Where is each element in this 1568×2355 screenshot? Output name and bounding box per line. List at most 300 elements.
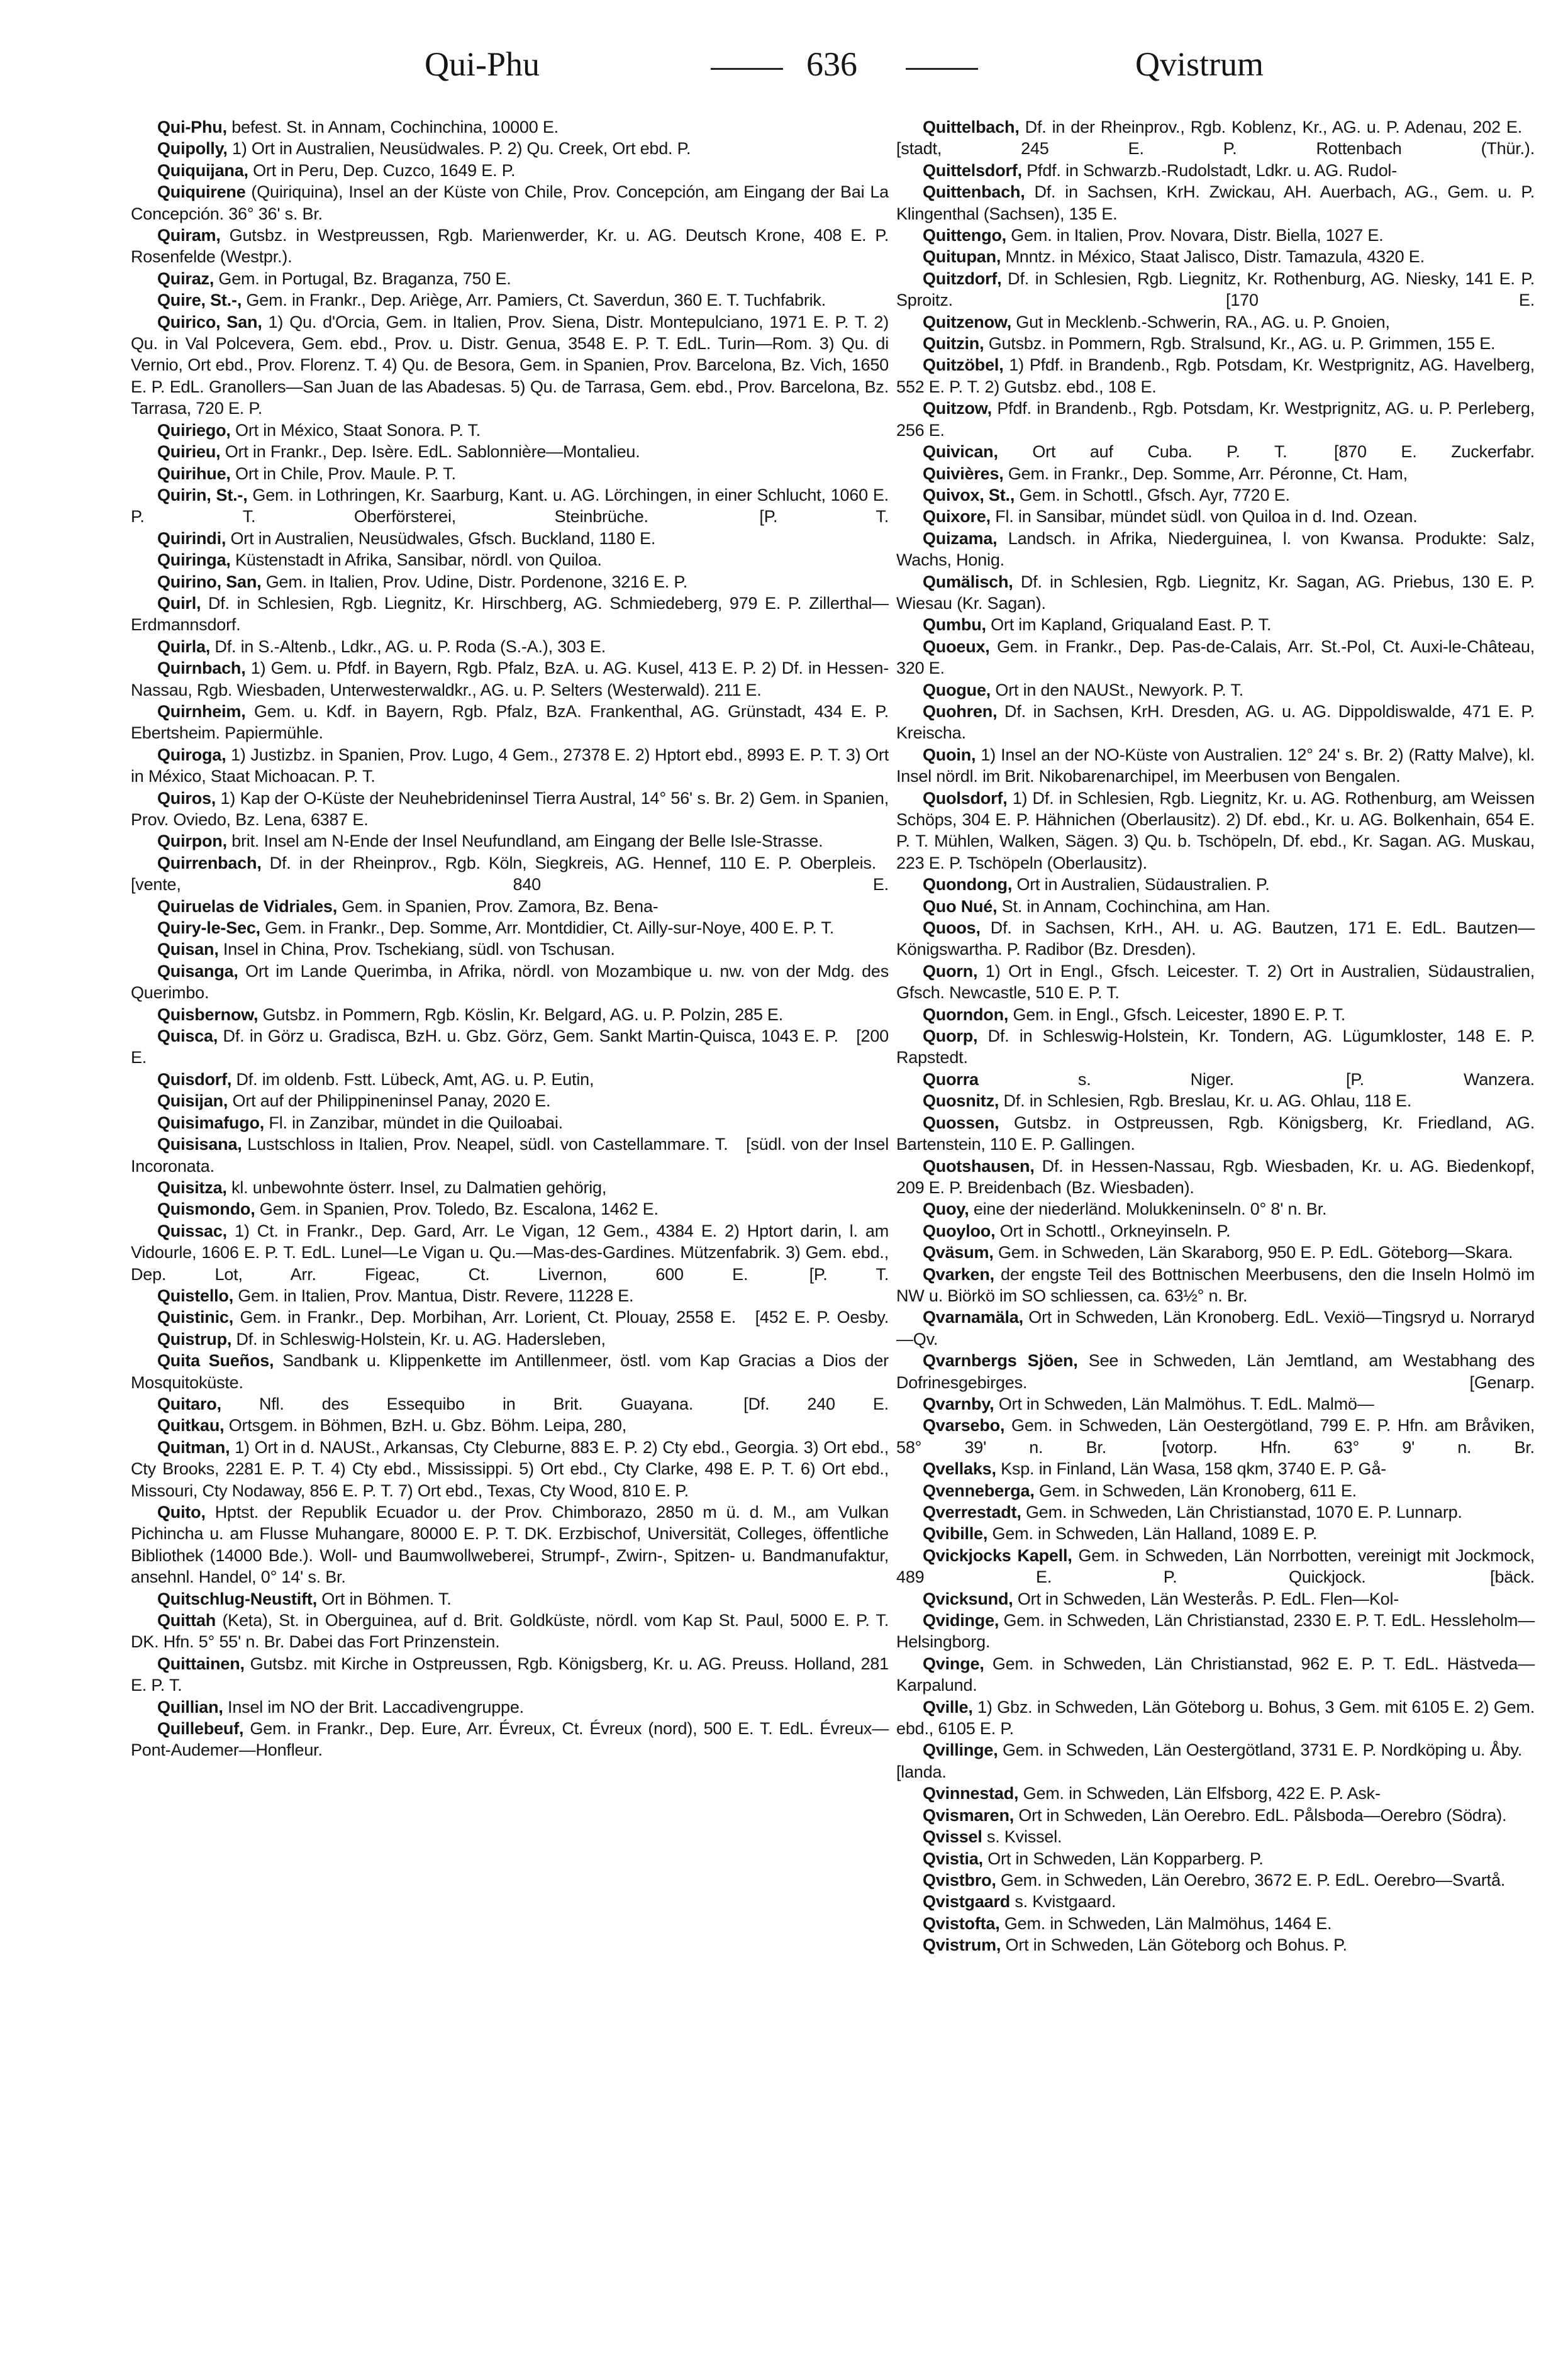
- entry-text: Hptst. der Republik Ecuador u. der Prov. Chimborazo, 2850 m ü. d. M., am Vulkan Pichincha u. am Flusse Muhangare, 80000 E. P. T. DK. Erzbischof, Universität, Colleges, öffentliche Bibliothek (14000 Bde.). Woll- und Baumwollweberei, Strumpf-, Zwirn-, Spitzen- u. Bandmanufaktur, ansehnl. Handel, 0° 14' s. Br.: [131, 1503, 889, 1587]
- gazetteer-entry: [131, 116, 889, 138]
- entry-headword: Quisbernow,: [157, 1005, 259, 1024]
- entry-headword: Quoy,: [923, 1200, 969, 1219]
- entry-headword: Qumbu,: [923, 615, 986, 635]
- entry-text: Gem. in Schweden, Län Oestergötland, 799 E. P. Hfn. am Bråviken, 58° 39' n. Br.: [896, 1416, 1535, 1457]
- entry-text: 1) Qu. d'Orcia, Gem. in Italien, Prov. Siena, Distr. Montepulciano, 1971 E. P. T. 2) Qu. in Val Polcevera, Gem. ebd., Prov. u. Distr. Genua, 3548 E. P. T. EdL. Turin—Rom. 3) Qu. di Vernio, Ort ebd., Prov. Florenz. T. 4) Qu. de Besora, Gem. in Spanien, Prov. Barcelona, Bz. Vich, 1650 E. P. EdL. Granollers—San Juan de las Abadesas. 5) Qu. de Tarrasa, Gem. ebd., Prov. Barcelona, Bz. Tarrasa, 720 E. P.: [131, 312, 889, 418]
- gazetteer-entry: [896, 1696, 1535, 1740]
- entry-text: Gut in Mecklenb.-Schwerin, RA., AG. u. P. Gnoien,: [1011, 312, 1390, 331]
- gazetteer-entry: [896, 1913, 1535, 1934]
- gazetteer-entry: [896, 1545, 1535, 1588]
- entry-headword: Quirla,: [157, 637, 211, 656]
- entry-text: Landsch. in Afrika, Niederguinea, l. von Kwansa. Produkte: Salz, Wachs, Honig.: [896, 528, 1535, 570]
- entry-headword: Quisitza,: [157, 1178, 227, 1197]
- gazetteer-entry: [896, 1264, 1535, 1307]
- gazetteer-entry: [131, 181, 889, 225]
- entry-headword: Quistrup,: [157, 1329, 232, 1349]
- entry-headword: Quiquijana,: [157, 160, 248, 180]
- overflow-continuation: [stadt, 245 E. P. Rottenbach (Thür.).: [896, 139, 1535, 159]
- entry-text: Ort in Böhmen. T.: [317, 1589, 452, 1608]
- gazetteer-entry: [896, 1501, 1535, 1523]
- header-rule-left: [711, 68, 783, 70]
- gazetteer-entry: [131, 896, 889, 917]
- entry-text: s. Niger.: [978, 1069, 1234, 1089]
- entry-headword: Quirindi,: [157, 528, 226, 548]
- entry-headword: Quixore,: [923, 507, 991, 526]
- gazetteer-entry: [896, 528, 1535, 571]
- entry-headword: Quittelsdorf,: [923, 160, 1022, 180]
- gazetteer-entry: [896, 1069, 1535, 1090]
- entry-headword: Qvickjocks Kapell,: [923, 1545, 1072, 1565]
- entry-text: Df. in S.-Altenb., Ldkr., AG. u. P. Roda (S.-A.), 303 E.: [210, 637, 606, 656]
- entry-headword: Quotshausen,: [923, 1156, 1035, 1176]
- entry-text: Gem. in Schweden, Län Elfsborg, 422 E. P. Ask-: [1018, 1784, 1381, 1803]
- entry-headword: Quosnitz,: [923, 1091, 999, 1111]
- entry-text: Df. in Görz u. Gradisca, BzH. u. Gbz. Görz, Gem. Sankt Martin-Quisca, 1043 E. P.: [218, 1027, 838, 1046]
- entry-text: Insel in China, Prov. Tschekiang, südl. von Tschusan.: [218, 940, 615, 959]
- entry-text: Ort in den NAUSt., Newyork. P. T.: [991, 680, 1243, 699]
- entry-headword: Qumälisch,: [923, 572, 1013, 591]
- gazetteer-entry: [896, 333, 1535, 354]
- entry-text: Lustschloss in Italien, Prov. Neapel, südl. von Castellammare. T.: [242, 1135, 728, 1154]
- gazetteer-entry: [131, 1610, 889, 1653]
- gazetteer-entry: [896, 181, 1535, 225]
- gazetteer-entry: [131, 1306, 889, 1328]
- entry-headword: Qvistgaard: [923, 1892, 1011, 1912]
- gazetteer-entry: [131, 1501, 889, 1588]
- entry-headword: Quogue,: [923, 680, 991, 699]
- gazetteer-entry: [131, 528, 889, 549]
- entry-headword: Qvenneberga,: [923, 1481, 1035, 1500]
- entry-text: Gem. in Frankr., Dep. Morbihan, Arr. Lorient, Ct. Plouay, 2558 E.: [233, 1308, 737, 1327]
- gazetteer-entry: [131, 311, 889, 420]
- gazetteer-entry: [131, 1718, 889, 1761]
- entry-headword: Quirieu,: [157, 442, 221, 462]
- gazetteer-entry: [131, 830, 889, 852]
- gazetteer-entry: [896, 1480, 1535, 1501]
- entry-headword: Quolsdorf,: [923, 788, 1008, 808]
- entry-text: Df. in Schlesien, Rgb. Liegnitz, Kr. Hirschberg, AG. Schmiedeberg, 979 E. P. Zillerthal—Erdmannsdorf.: [131, 593, 889, 635]
- entry-text: Ort in Australien, Südaustralien. P.: [1012, 875, 1270, 894]
- entry-headword: Qvarnbergs Sjöen,: [923, 1351, 1078, 1371]
- entry-text: 1) Df. in Schlesien, Rgb. Liegnitz, Kr. u. AG. Rothenburg, am Weissen Schöps, 304 E. P. Hähnichen (Oberlausitz). 2) Df. ebd., Kr. u. AG. Bolkenhain, 654 E. P. T. Mühlen, Walken, Sägen. 3) Qu. b. Tschöpeln, Df. ebd., Kr. Sagan. AG. Muskau, 223 E. P. Tschöpeln (Oberlausitz).: [896, 788, 1535, 872]
- gazetteer-entry: [896, 744, 1535, 788]
- entry-headword: Quisdorf,: [157, 1069, 232, 1089]
- entry-text: Ksp. in Finland, Län Wasa, 158 qkm, 3740 E. P. Gå-: [996, 1459, 1386, 1479]
- gazetteer-entry: [896, 1004, 1535, 1025]
- overflow-continuation: [südl. von der Insel Incoronata.: [131, 1135, 889, 1176]
- gazetteer-entry: [131, 788, 889, 831]
- entry-text: brit. Insel am N-Ende der Insel Neufundland, am Eingang der Belle Isle-Strasse.: [226, 832, 823, 851]
- entry-headword: Qvistia,: [923, 1849, 983, 1868]
- overflow-continuation: [P. Wanzera.: [1246, 1069, 1535, 1089]
- entry-text: Gutsbz. in Pommern, Rgb. Köslin, Kr. Belgard, AG. u. P. Polzin, 285 E.: [258, 1005, 784, 1024]
- entry-text: 1) Kap der O-Küste der Neuhebrideninsel Tierra Austral, 14° 56' s. Br. 2) Gem. in Spanien, Prov. Oviedo, Bz. Lena, 6387 E.: [131, 788, 889, 829]
- gazetteer-entry: [131, 938, 889, 960]
- entry-text: Ort in Schweden, Län Kopparberg. P.: [982, 1849, 1264, 1868]
- entry-text: Ort im Lande Querimba, in Afrika, nördl. von Mozambique u. nw. von der Mdg. des Querimbo.: [131, 961, 889, 1003]
- gazetteer-entry: [131, 1328, 889, 1350]
- entry-text: 1) Ct. in Frankr., Dep. Gard, Arr. Le Vigan, 12 Gem., 4384 E. 2) Hptort darin, l. am Vidourle, 1606 E. P. T. EdL. Lunel—Le Vigan u. Qu.—Mas-des-Gardines. Mützenfabrik. 3) Gem. ebd., Dep. Lot, Arr. Figeac, Ct. Livernon, 600 E.: [131, 1221, 889, 1284]
- entry-headword: Quorndon,: [923, 1005, 1009, 1024]
- gazetteer-entry: [131, 160, 889, 181]
- gazetteer-entry: [896, 788, 1535, 874]
- entry-headword: Quirino, San,: [157, 572, 262, 591]
- gazetteer-entry: [896, 1588, 1535, 1610]
- entry-text: Ort in Schweden, Län Oerebro. EdL. Pålsboda—Oerebro (Södra).: [1014, 1805, 1507, 1825]
- entry-text: 1) Gem. u. Pfdf. in Bayern, Rgb. Pfalz, BzA. u. AG. Kusel, 413 E. P. 2) Df. in Hessen-Nassau, Rgb. Wiesbaden, Unterwesterwaldkr., AG. u. P. Selters (Westerwald). 211 E.: [131, 659, 889, 699]
- gazetteer-entry: [896, 896, 1535, 917]
- gazetteer-entry: [896, 1198, 1535, 1220]
- entry-headword: Quiriego,: [157, 420, 231, 440]
- entry-headword: Quitzöbel,: [923, 355, 1004, 375]
- gazetteer-entry: [131, 1004, 889, 1025]
- entry-headword: Quisanga,: [157, 961, 238, 981]
- entry-headword: Quiram,: [157, 226, 221, 245]
- entry-headword: Qvismaren,: [923, 1805, 1015, 1825]
- entry-headword: Quossen,: [923, 1113, 999, 1132]
- entry-text: Gem. in Frankr., Dep. Eure, Arr. Évreux, Ct. Évreux (nord), 500 E. T. EdL. Évreux—Pont-Audemer—Honfleur.: [131, 1719, 889, 1760]
- gazetteer-entry: [896, 1090, 1535, 1111]
- entry-text: 1) Ort in Australien, Neusüdwales. P. 2) Qu. Creek, Ort ebd. P.: [227, 139, 691, 159]
- gazetteer-entry: [896, 225, 1535, 246]
- gazetteer-entry: [896, 1848, 1535, 1869]
- entry-headword: Quirpon,: [157, 832, 227, 851]
- entry-headword: Quivican,: [923, 442, 998, 462]
- entry-headword: Quittelbach,: [923, 118, 1020, 136]
- entry-headword: Qverrestadt,: [923, 1503, 1021, 1522]
- entry-text: Ort in Frankr., Dep. Isère. EdL. Sablonnière—Montalieu.: [220, 442, 640, 462]
- entry-headword: Qvistrum,: [923, 1935, 1001, 1955]
- gazetteer-entry: [131, 1285, 889, 1306]
- gazetteer-entry: [896, 1805, 1535, 1826]
- gazetteer-entry: [131, 268, 889, 289]
- entry-text: Df. in der Rheinprov., Rgb. Köln, Siegkreis, AG. Hennef, 110 E. P. Oberpleis.: [261, 853, 876, 872]
- gazetteer-entry: [131, 917, 889, 938]
- entry-text: Df. in Schlesien, Rgb. Liegnitz, Kr. Rothenburg, AG. Niesky, 141 E. P. Sproitz.: [896, 269, 1535, 310]
- entry-text: Gutsbz. in Ostpreussen, Rgb. Königsberg, Kr. Friedland, AG. Bartenstein, 110 E. P. Gallingen.: [896, 1113, 1535, 1154]
- entry-headword: Qvibille,: [923, 1524, 988, 1544]
- overflow-continuation: [Genarp.: [1040, 1372, 1535, 1392]
- entry-text: Df. in Hessen-Nassau, Rgb. Wiesbaden, Kr. u. AG. Biedenkopf, 209 E. P. Breidenbach (Bz. Wiesbaden).: [896, 1156, 1535, 1197]
- overflow-continuation: [452 E. P. Oesby.: [748, 1308, 889, 1327]
- entry-text: Fl. in Zanzibar, mündet in die Quiloabai.: [264, 1113, 563, 1132]
- entry-headword: Quisijan,: [157, 1091, 228, 1111]
- entry-headword: Qvarnby,: [923, 1394, 994, 1413]
- entry-text: Ort in Chile, Prov. Maule. P. T.: [230, 464, 456, 483]
- entry-headword: Quoyloo,: [923, 1221, 996, 1240]
- gazetteer-entry: [896, 1220, 1535, 1242]
- gazetteer-entry: [896, 484, 1535, 506]
- entry-headword: Quitaro,: [157, 1394, 221, 1413]
- overflow-continuation: [870 E. Zuckerfabr.: [1299, 442, 1535, 462]
- entry-text: Gem. in Schottl., Gfsch. Ayr, 7720 E.: [1015, 485, 1290, 504]
- overflow-continuation: [votorp. Hfn. 63° 9' n. Br.: [1119, 1437, 1535, 1457]
- entry-headword: Quo Nué,: [923, 896, 998, 916]
- entry-headword: Quitupan,: [923, 247, 1001, 267]
- gazetteer-entry: [896, 1350, 1535, 1393]
- entry-text: Ort in México, Staat Sonora. P. T.: [230, 420, 481, 440]
- entry-text: 1) Justizbz. in Spanien, Prov. Lugo, 4 Gem., 27378 E. 2) Hptort ebd., 8993 E. P. T. 3) Ort in México, Staat Michoacan. P. T.: [131, 745, 889, 786]
- entry-headword: Quismondo,: [157, 1200, 255, 1219]
- gazetteer-entry: [131, 1112, 889, 1133]
- entry-text: Ort in Schweden, Län Göteborg och Bohus. P.: [1001, 1935, 1347, 1955]
- gazetteer-entry: [131, 289, 889, 311]
- entry-headword: Quoos,: [923, 918, 981, 938]
- entry-headword: Qvinnestad,: [923, 1784, 1019, 1803]
- entry-headword: Quorra: [923, 1069, 979, 1089]
- gazetteer-entry: [131, 571, 889, 593]
- entry-headword: Quiquirene: [157, 182, 246, 202]
- entry-text: s. Kvistgaard.: [1010, 1892, 1116, 1912]
- entry-text: Gem. in Schweden, Län Malmöhus, 1464 E.: [999, 1913, 1332, 1933]
- entry-text: befest. St. in Annam, Cochinchina, 10000 E.: [226, 118, 559, 136]
- gazetteer-entry: [896, 1783, 1535, 1804]
- running-head-last-entry: Qvistrum: [1135, 45, 1264, 83]
- gazetteer-entry: [896, 398, 1535, 441]
- entry-text: Ortsgem. in Böhmen, BzH. u. Gbz. Böhm. Leipa, 280,: [224, 1416, 627, 1435]
- gazetteer-entry: [131, 549, 889, 571]
- entry-text: 1) Ort in Engl., Gfsch. Leicester. T. 2) Ort in Australien, Südaustralien, Gfsch. Newcastle, 510 E. P. T.: [896, 961, 1535, 1003]
- entry-text: Gem. in Italien, Prov. Mantua, Distr. Revere, 11228 E.: [233, 1286, 634, 1305]
- entry-text: Gem. in Schweden, Län Kronoberg, 611 E.: [1034, 1481, 1357, 1500]
- entry-headword: Qville,: [923, 1697, 973, 1717]
- gazetteer-entry: [131, 463, 889, 484]
- gazetteer-entry: [131, 1653, 889, 1696]
- entry-headword: Quittah: [157, 1611, 216, 1630]
- gazetteer-entry: [131, 138, 889, 159]
- overflow-continuation: [P. T.: [660, 507, 889, 526]
- entry-text: Fl. in Sansibar, mündet südl. von Quiloa in d. Ind. Ozean.: [990, 507, 1418, 526]
- gazetteer-entry: [131, 1177, 889, 1198]
- entry-text: Ort in Schweden, Län Malmöhus. T. EdL. Malmö—: [994, 1394, 1374, 1413]
- entry-headword: Quirihue,: [157, 464, 231, 483]
- gazetteer-entry: [896, 268, 1535, 311]
- page-number: 636: [806, 45, 857, 83]
- gazetteer-entry: [896, 636, 1535, 679]
- gazetteer-entry: [896, 614, 1535, 635]
- left-column: [131, 116, 889, 1761]
- entry-text: Gem. in Schweden, Län Skaraborg, 950 E. P. EdL. Göteborg—Skara.: [993, 1243, 1513, 1262]
- entry-text: Nfl. des Essequibo in Brit. Guayana.: [221, 1394, 694, 1413]
- entry-headword: Quirico, San,: [157, 312, 262, 331]
- gazetteer-entry: [131, 1696, 889, 1718]
- entry-headword: Qvidinge,: [923, 1611, 999, 1630]
- entry-headword: Quisca,: [157, 1027, 218, 1046]
- entry-text: Pfdf. in Schwarzb.-Rudolstadt, Ldkr. u. AG. Rudol-: [1021, 160, 1397, 180]
- entry-text: Gem. in Lothringen, Kr. Saarburg, Kant. u. AG. Lörchingen, in einer Schlucht, 1060 E. P. T. Oberförsterei, Steinbrüche.: [131, 485, 889, 526]
- entry-text: Ort in Australien, Neusüdwales, Gfsch. Buckland, 1180 E.: [226, 528, 656, 548]
- gazetteer-entry: [896, 1523, 1535, 1544]
- entry-headword: Quitzin,: [923, 334, 984, 354]
- entry-text: Df. in Schlesien, Rgb. Breslau, Kr. u. AG. Ohlau, 118 E.: [999, 1091, 1412, 1111]
- overflow-continuation: [200 E.: [131, 1027, 889, 1067]
- gazetteer-entry: [896, 679, 1535, 701]
- entry-headword: Quire, St.-,: [157, 291, 242, 310]
- entry-headword: Qvarsebo,: [923, 1416, 1005, 1435]
- entry-text: Ort in Schweden, Län Westerås. P. EdL. Flen—Kol-: [1013, 1589, 1399, 1608]
- gazetteer-entry: [896, 571, 1535, 615]
- entry-text: Küstenstadt in Afrika, Sansibar, nördl. von Quiloa.: [230, 550, 602, 570]
- gazetteer-entry: [131, 1220, 889, 1285]
- gazetteer-entry: [131, 1069, 889, 1090]
- gazetteer-entry: [896, 1610, 1535, 1653]
- entry-text: Df. in der Rheinprov., Rgb. Koblenz, Kr., AG. u. P. Adenau, 202 E.: [1019, 118, 1522, 136]
- gazetteer-entry: [131, 744, 889, 788]
- entry-text: Sandbank u. Klippenkette im Antillenmeer, östl. vom Kap Gracias a Dios der Mosquitoküste.: [131, 1351, 889, 1392]
- header-rule-right: [906, 68, 978, 70]
- entry-text: Ort in Schweden, Län Kronoberg. EdL. Vexiö—Tingsryd u. Norraryd—Qv.: [896, 1308, 1535, 1349]
- gazetteer-entry: [896, 311, 1535, 333]
- gazetteer-entry: [896, 1739, 1535, 1783]
- entry-headword: Quiry-le-Sec,: [157, 918, 260, 938]
- entry-headword: Quistinic,: [157, 1308, 234, 1327]
- entry-text: St. in Annam, Cochinchina, am Han.: [997, 896, 1271, 916]
- gazetteer-entry: [131, 1133, 889, 1177]
- entry-text: der engste Teil des Bottnischen Meerbusens, den die Inseln Holmö im NW u. Biörkö im SO schliessen, ca. 63½° n. Br.: [896, 1264, 1535, 1305]
- entry-text: kl. unbewohnte österr. Insel, zu Dalmatien gehörig,: [226, 1178, 607, 1197]
- entry-text: (Quiriquina), Insel an der Küste von Chile, Prov. Concepción, am Eingang der Bai La Concepción. 36° 36' s. Br.: [131, 182, 889, 223]
- gazetteer-entry: [896, 246, 1535, 267]
- entry-text: 1) Insel an der NO-Küste von Australien. 12° 24' s. Br. 2) (Ratty Malve), kl. Insel nördl. im Brit. Nikobarenarchipel, im Meerbusen von Bengalen.: [896, 745, 1535, 786]
- gazetteer-entry: [896, 1155, 1535, 1199]
- entry-headword: Quoeux,: [923, 637, 990, 656]
- entry-text: Gem. in Schweden, Län Norrbotten, vereinigt mit Jockmock, 489 E. P. Quickjock.: [896, 1545, 1535, 1587]
- entry-headword: Quistello,: [157, 1286, 234, 1305]
- entry-text: Ort im Kapland, Griqualand East. P. T.: [986, 615, 1272, 635]
- overflow-continuation: [bäck.: [1378, 1567, 1535, 1587]
- entry-headword: Qväsum,: [923, 1243, 994, 1262]
- entry-headword: Quiruelas de Vidriales,: [157, 896, 338, 916]
- entry-headword: Quitzow,: [923, 399, 992, 418]
- entry-text: Gem. in Spanien, Prov. Toledo, Bz. Escalona, 1462 E.: [255, 1200, 659, 1219]
- entry-text: Gem. in Spanien, Prov. Zamora, Bz. Bena-: [337, 896, 659, 916]
- gazetteer-entry: [131, 1090, 889, 1111]
- entry-headword: Quisisana,: [157, 1135, 242, 1154]
- entry-headword: Quirnbach,: [157, 659, 246, 678]
- entry-headword: Quizama,: [923, 528, 998, 548]
- right-column: [896, 116, 1535, 1956]
- entry-text: 1) Gbz. in Schweden, Län Göteborg u. Bohus, 3 Gem. mit 6105 E. 2) Gem. ebd., 6105 E. P.: [896, 1697, 1535, 1739]
- entry-text: Gem. in Schweden, Län Christianstad, 1070 E. P. Lunnarp.: [1021, 1503, 1462, 1522]
- entry-headword: Quiros,: [157, 788, 216, 808]
- gazetteer-entry: [131, 593, 889, 636]
- entry-headword: Qvinge,: [923, 1654, 984, 1673]
- overflow-continuation: [Df. 240 E.: [706, 1394, 889, 1413]
- gazetteer-entry: [896, 1934, 1535, 1956]
- gazetteer-entry: [131, 441, 889, 462]
- entry-headword: Quito,: [157, 1503, 206, 1522]
- entry-text: See in Schweden, Län Jemtland, am Westabhang des Dofrinesgebirges.: [896, 1351, 1535, 1392]
- gazetteer-entry: [131, 1198, 889, 1220]
- gazetteer-entry: [896, 1826, 1535, 1847]
- entry-text: Ort in Schottl., Orkneyinseln. P.: [995, 1221, 1231, 1240]
- gazetteer-entry: [896, 1869, 1535, 1891]
- gazetteer-entry: [896, 1458, 1535, 1479]
- gazetteer-entry: [896, 1242, 1535, 1263]
- entry-headword: Quirl,: [157, 593, 201, 613]
- entry-text: Df. in Schleswig-Holstein, Kr. Tondern, AG. Lügumkloster, 148 E. P. Rapstedt.: [896, 1027, 1535, 1067]
- entry-headword: Qvistofta,: [923, 1913, 1000, 1933]
- entry-text: s. Kvissel.: [982, 1827, 1062, 1847]
- entry-text: Gem. in Portugal, Bz. Braganza, 750 E.: [214, 269, 511, 288]
- gazetteer-entry: [896, 1306, 1535, 1350]
- gazetteer-entry: [131, 636, 889, 657]
- entry-text: Gem. in Schweden, Län Oerebro, 3672 E. P. EdL. Oerebro—Svartå.: [996, 1870, 1506, 1890]
- gazetteer-entry: [896, 1112, 1535, 1155]
- entry-headword: Quittainen,: [157, 1654, 245, 1673]
- entry-headword: Quondong,: [923, 875, 1013, 894]
- gazetteer-entry: [896, 160, 1535, 181]
- entry-headword: Qvillinge,: [923, 1740, 998, 1760]
- entry-text: Df. in Schleswig-Holstein, Kr. u. AG. Hadersleben,: [231, 1329, 606, 1349]
- entry-headword: Qvistbro,: [923, 1870, 996, 1890]
- gazetteer-entry: [896, 1415, 1535, 1458]
- entry-text: Df. im oldenb. Fstt. Lübeck, Amt, AG. u. P. Eutin,: [231, 1069, 594, 1089]
- gazetteer-entry: [896, 1025, 1535, 1069]
- entry-headword: Quohren,: [923, 701, 998, 721]
- gazetteer-entry: [896, 463, 1535, 484]
- entry-headword: Quitman,: [157, 1437, 230, 1457]
- entry-headword: Qvicksund,: [923, 1589, 1013, 1608]
- entry-headword: Quivières,: [923, 464, 1004, 483]
- entry-headword: Quita Sueños,: [157, 1351, 274, 1371]
- gazetteer-entry: [131, 420, 889, 441]
- entry-text: Gem. in Frankr., Dep. Somme, Arr. Montdidier, Ct. Ailly-sur-Noye, 400 E. P. T.: [260, 918, 835, 938]
- entry-text: (Keta), St. in Oberguinea, auf d. Brit. Goldküste, nördl. vom Kap St. Paul, 5000 E. P. T. DK. Hfn. 5° 55' n. Br. Dabei das Fort Prinzenstein.: [131, 1611, 889, 1652]
- entry-text: Gutsbz. in Pommern, Rgb. Stralsund, Kr., AG. u. P. Grimmen, 155 E.: [984, 334, 1496, 354]
- entry-headword: Quitzenow,: [923, 312, 1011, 331]
- entry-text: Gem. in Schweden, Län Halland, 1089 E. P.: [987, 1524, 1318, 1544]
- gazetteer-entry: [131, 1415, 889, 1436]
- entry-text: 1) Ort in d. NAUSt., Arkansas, Cty Cleburne, 883 E. P. 2) Cty ebd., Georgia. 3) Ort ebd., Cty Brooks, 2281 E. P. T. 4) Cty ebd., Mississippi. 5) Ort ebd., Cty Clarke, 498 E. P. T. 6) Ort ebd., Missouri, Cty Nodaway, 856 E. P. T. 7) Ort ebd., Texas, Cty Wood, 810 E. P.: [131, 1437, 889, 1500]
- gazetteer-entry: [131, 960, 889, 1004]
- entry-text: Gem. in Schweden, Län Oestergötland, 3731 E. P. Nordköping u. Åby.: [998, 1740, 1522, 1760]
- entry-text: 1) Pfdf. in Brandenb., Rgb. Potsdam, Kr. Westprignitz, AG. Havelberg, 552 E. P. T. 2) Gutsbz. ebd., 108 E.: [896, 355, 1535, 396]
- entry-headword: Quissac,: [157, 1221, 227, 1240]
- gazetteer-entry: [896, 1891, 1535, 1912]
- entry-text: Pfdf. in Brandenb., Rgb. Potsdam, Kr. Westprignitz, AG. u. P. Perleberg, 256 E.: [896, 399, 1535, 440]
- overflow-continuation: [landa.: [896, 1762, 947, 1781]
- entry-text: Insel im NO der Brit. Laccadivengruppe.: [223, 1697, 524, 1717]
- entry-text: Gem. in Schweden, Län Christianstad, 2330 E. P. T. EdL. Hessleholm—Helsingborg.: [896, 1611, 1535, 1652]
- entry-headword: Qvarnamäla,: [923, 1308, 1023, 1327]
- entry-headword: Qvellaks,: [923, 1459, 996, 1479]
- overflow-continuation: [P. T.: [760, 1264, 889, 1284]
- entry-text: Df. in Sachsen, KrH. Zwickau, AH. Auerbach, AG., Gem. u. P. Klingenthal (Sachsen), 135 E.: [896, 182, 1535, 223]
- entry-text: Mnntz. in México, Staat Jalisco, Distr. Tamazula, 4320 E.: [1001, 247, 1425, 267]
- entry-headword: Quillian,: [157, 1697, 223, 1717]
- gazetteer-entry: [896, 1653, 1535, 1696]
- gazetteer-entry: [131, 701, 889, 744]
- gazetteer-entry: [896, 1393, 1535, 1415]
- entry-headword: Quisan,: [157, 940, 219, 959]
- entry-text: Gem. in Frankr., Dep. Ariège, Arr. Pamiers, Ct. Saverdun, 360 E. T. Tuchfabrik.: [242, 291, 826, 310]
- entry-text: Gem. u. Kdf. in Bayern, Rgb. Pfalz, BzA. Frankenthal, AG. Grünstadt, 434 E. P. Ebertsheim. Papiermühle.: [131, 701, 889, 743]
- gazetteer-entry: [131, 852, 889, 896]
- entry-headword: Quivox, St.,: [923, 485, 1015, 504]
- entry-headword: Qvissel: [923, 1827, 982, 1847]
- entry-headword: Quiroga,: [157, 745, 226, 764]
- entry-headword: Quoin,: [923, 745, 976, 764]
- running-head-first-entry: Qui-Phu: [425, 45, 540, 83]
- overflow-continuation: [170 E.: [965, 291, 1535, 310]
- gazetteer-entry: [131, 484, 889, 528]
- entry-text: Gem. in Italien, Prov. Novara, Distr. Biella, 1027 E.: [1006, 226, 1384, 245]
- entry-text: Gem. in Italien, Prov. Udine, Distr. Pordenone, 3216 E. P.: [261, 572, 687, 591]
- entry-text: Df. in Sachsen, KrH. Dresden, AG. u. AG. Dippoldiswalde, 471 E. P. Kreischa.: [896, 701, 1535, 743]
- entry-text: eine der niederländ. Molukkeninseln. 0° 8' n. Br.: [969, 1200, 1327, 1219]
- gazetteer-entry: [131, 1588, 889, 1610]
